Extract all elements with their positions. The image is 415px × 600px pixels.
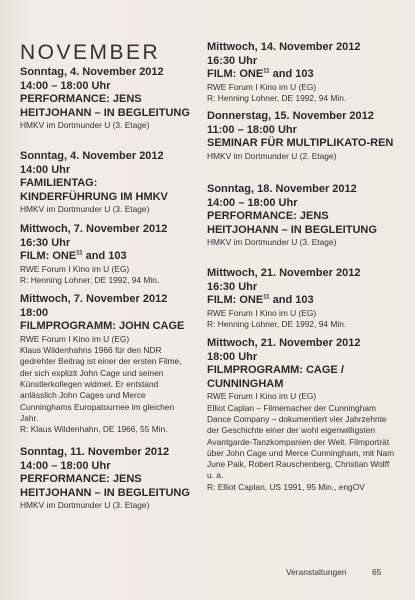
event-title: FAMILIENTAG: KINDERFÜHRUNG IM HMKV — [20, 177, 168, 203]
event-time: 18:00 — [20, 306, 49, 319]
event-date: Sonntag, 18. November 2012 — [207, 183, 357, 195]
event-film-nov14 — [207, 41, 397, 104]
event-date: Mittwoch, 7. November 2012 — [20, 293, 168, 305]
event-title — [20, 250, 192, 264]
event-title — [207, 294, 397, 308]
event-location: HMKV im Dortmunder U (3. Etage) — [20, 500, 150, 511]
title-main: FILM: ONE — [207, 294, 264, 307]
event-location: RWE Forum I Kino im U (EG) — [207, 391, 317, 402]
event-location: RWE Forum I Kino im U (EG) — [20, 263, 130, 274]
event-title: PERFORMANCE: JENS HEITJOHANN – IN BEGLEITUNG — [20, 473, 190, 499]
event-title: FILMPROGRAMM: JOHN CAGE — [20, 320, 185, 333]
event-credit: R: Henning Lohner, DE 1992, 94 Min. — [20, 275, 160, 286]
event-location: RWE Forum I Kino im U (EG) — [207, 81, 317, 92]
event-performance-nov4 — [20, 66, 192, 132]
event-location: HMKV im Dortmunder U (3. Etage) — [207, 237, 337, 248]
event-location: RWE Forum I Kino im U (EG) — [207, 307, 317, 318]
event-date: Mittwoch, 21. November 2012 — [207, 267, 361, 279]
event-time: 11:00 – 18:00 Uhr — [207, 123, 297, 136]
title-superscript: 11 — [76, 250, 83, 257]
event-familientag-nov4 — [20, 150, 192, 216]
event-description: Elliot Caplan – Filmemacher der Cunningham Dance Company – dokumentiert vier Jahrzehnte der Geschichte einer der wohl eigenwilligsten Avantgarde-Tanzkompanien der Welt. Filmporträt über John Cage und Merce Cunningham, mit Nam June Paik, Robert Rauschenberg, Christian Wolff u. a. — [207, 402, 395, 481]
month-heading: NOVEMBER — [20, 41, 161, 64]
event-title: PERFORMANCE: JENS HEITJOHANN – IN BEGLEITUNG — [207, 210, 377, 236]
event-time: 18:00 Uhr — [207, 350, 258, 363]
event-date: Mittwoch, 21. November 2012 — [207, 337, 361, 349]
event-credit: R: Elliot Caplan, US 1991, 95 Min., engOV — [207, 481, 365, 492]
title-main: FILM: ONE — [20, 250, 77, 263]
event-credit: R: Klaus Wildenhahn, DE 1966, 55 Min. — [20, 424, 168, 435]
event-film-nov21 — [207, 267, 397, 330]
event-film-nov7 — [20, 223, 192, 286]
event-title: FILMPROGRAMM: CAGE / CUNNINGHAM — [207, 364, 344, 390]
event-title — [207, 68, 397, 82]
title-suffix: and 103 — [82, 250, 127, 263]
event-date: Mittwoch, 14. November 2012 — [207, 41, 361, 53]
event-time: 16:30 Uhr — [207, 54, 258, 67]
event-filmprogramm-cage-cunningham — [207, 337, 397, 493]
event-time: 16:30 Uhr — [207, 280, 258, 293]
event-time: 14:00 Uhr — [20, 163, 71, 176]
event-description: Klaus Wildenhahns 1966 für den NDR gedrehter Beitrag ist einer der ersten Filme, der sich explizit John Cage und seinen Künstlerkollegen widmet. Er entstand anlässlich John Cages und Merce Cunninghams Europatournee im gleichen Jahr. — [20, 345, 182, 423]
event-date: Sonntag, 4. November 2012 — [20, 150, 164, 162]
event-title: SEMINAR FÜR MULTIPLIKATO-REN — [207, 137, 394, 150]
event-date: Donnerstag, 15. November 2012 — [207, 110, 374, 122]
event-date: Sonntag, 4. November 2012 — [20, 66, 164, 78]
event-credit: R: Henning Lohner, DE 1992, 94 Min. — [207, 319, 347, 330]
event-filmprogramm-cage — [20, 293, 192, 435]
title-main: FILM: ONE — [207, 68, 264, 81]
page-number: 65 — [372, 567, 382, 577]
event-title: PERFORMANCE: JENS HEITJOHANN – IN BEGLEITUNG — [20, 93, 190, 119]
event-time: 16:30 Uhr — [20, 236, 71, 249]
event-location: RWE Forum I Kino im U (EG) — [20, 333, 130, 344]
title-superscript: 11 — [263, 294, 270, 301]
event-date: Mittwoch, 7. November 2012 — [20, 223, 168, 235]
event-location: HMKV im Dortmunder U (2. Etage) — [207, 150, 337, 161]
title-suffix: and 103 — [269, 294, 314, 307]
footer-section-label: Veranstaltungen — [286, 567, 347, 577]
event-performance-nov11 — [20, 446, 192, 512]
event-time: 14:00 – 18:00 Uhr — [20, 79, 111, 92]
event-time: 14:00 – 18:00 Uhr — [207, 196, 298, 209]
event-date: Sonntag, 11. November 2012 — [20, 446, 170, 458]
event-location: HMKV im Dortmunder U (3. Etage) — [20, 204, 150, 215]
event-performance-nov18 — [207, 183, 397, 249]
event-seminar-nov15 — [207, 110, 397, 162]
title-suffix: and 103 — [269, 68, 314, 81]
event-location: HMKV im Dortmunder U (3. Etage) — [20, 120, 150, 131]
title-superscript: 11 — [263, 68, 270, 75]
event-credit: R: Henning Lohner, DE 1992, 94 Min. — [207, 93, 347, 104]
event-time: 14:00 – 18:00 Uhr — [20, 459, 111, 472]
